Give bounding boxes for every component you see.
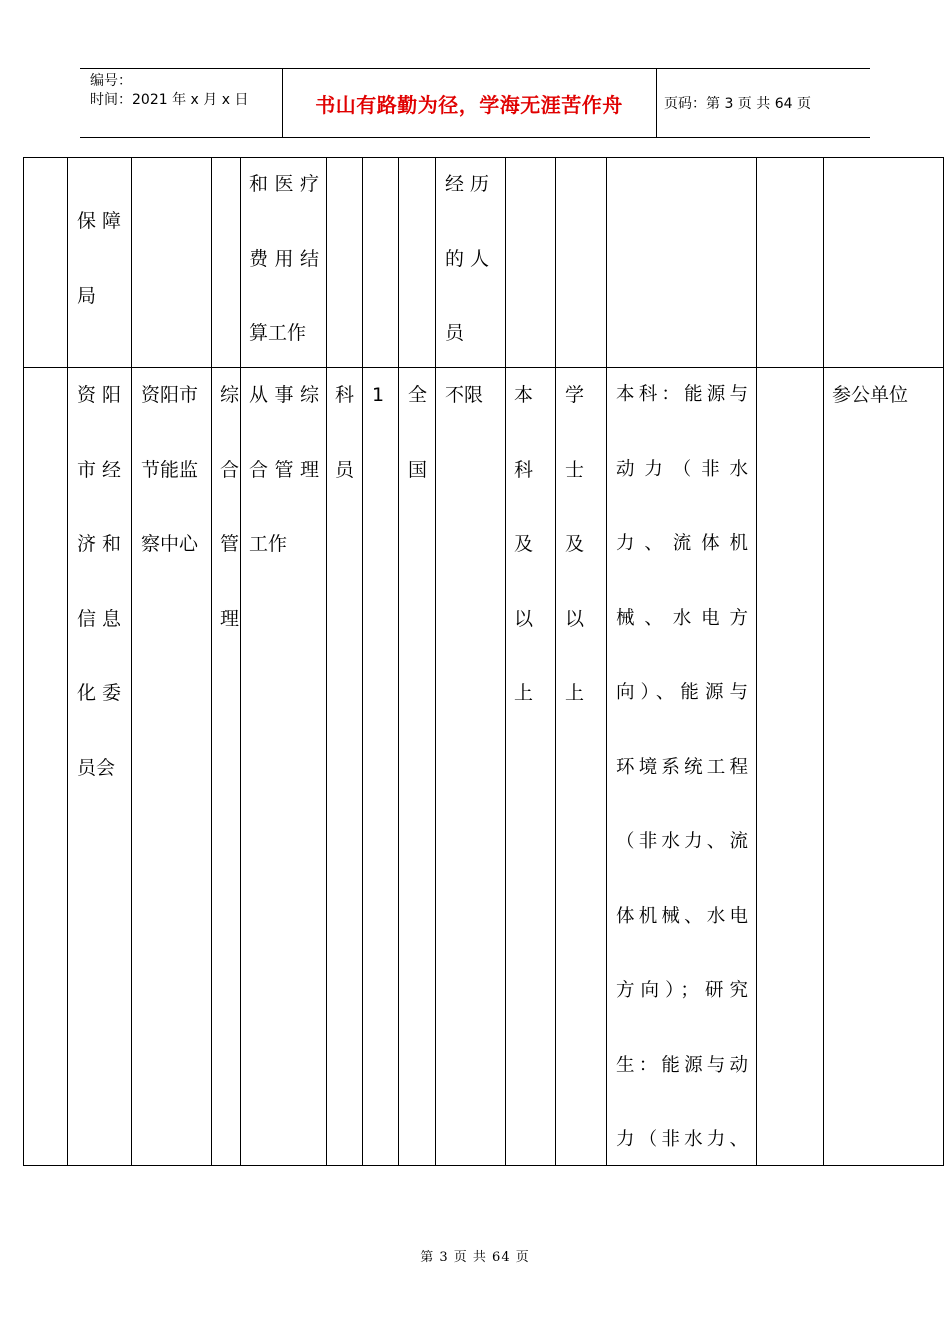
cell-unit: 资阳市 节能监 察中心 (141, 384, 199, 555)
page-header (80, 68, 870, 138)
page-info: 页码：第 3 页 共 64 页 (664, 96, 811, 112)
cell-duties-continued: 和医疗 费用结 算工作 (249, 173, 319, 344)
page-footer: 第 3 页 共 64 页 (420, 1250, 530, 1265)
col-divider (756, 157, 757, 1166)
table-border (23, 1165, 943, 1166)
cell-other-requirements-continued: 经 历 的 人 员 (445, 173, 490, 344)
col-divider (211, 157, 212, 1166)
number-label: 编号： (90, 73, 132, 89)
header-meta (90, 72, 248, 110)
col-divider (435, 157, 436, 1166)
col-divider (23, 157, 24, 1166)
col-divider (398, 157, 399, 1166)
cell-position: 综 合 管 理 (220, 384, 240, 630)
col-divider (131, 157, 132, 1166)
cell-degree: 学 士 及 以 上 (565, 384, 585, 704)
col-divider (505, 157, 506, 1166)
cell-department: 资 阳 市 经 济 和 信 息 化 委 员会 (77, 384, 122, 779)
cell-department-continued: 保 障 局 (77, 210, 122, 307)
cell-age: 不限 (445, 384, 484, 406)
cell-duties: 从事综 合管理 工作 (249, 384, 319, 555)
motto: 书山有路勤为径，学海无涯苦作舟 (315, 92, 623, 117)
cell-education: 本 科 及 以 上 (514, 384, 534, 704)
col-divider (823, 157, 824, 1166)
col-divider (67, 157, 68, 1166)
col-divider (240, 157, 241, 1166)
cell-major: 本科：能源与 动力（非水 力、流体机 械、水电方 向）、能源与 环境系统工程 （非水力、流 体机械、水电 方向）；研究 生：能源与动 力（非水力、 (616, 384, 748, 1150)
time-label: 时间：2021 年 x 月 x 日 (90, 92, 249, 108)
col-divider (606, 157, 607, 1166)
col-divider (555, 157, 556, 1166)
cell-remarks: 参公单位 (832, 384, 909, 406)
col-divider (326, 157, 327, 1166)
col-divider (943, 157, 944, 1166)
cell-count: 1 (372, 384, 385, 406)
col-divider (362, 157, 363, 1166)
cell-position-category: 科 员 (335, 384, 355, 481)
cell-scope: 全 国 (408, 384, 428, 481)
header-divider (656, 69, 657, 137)
